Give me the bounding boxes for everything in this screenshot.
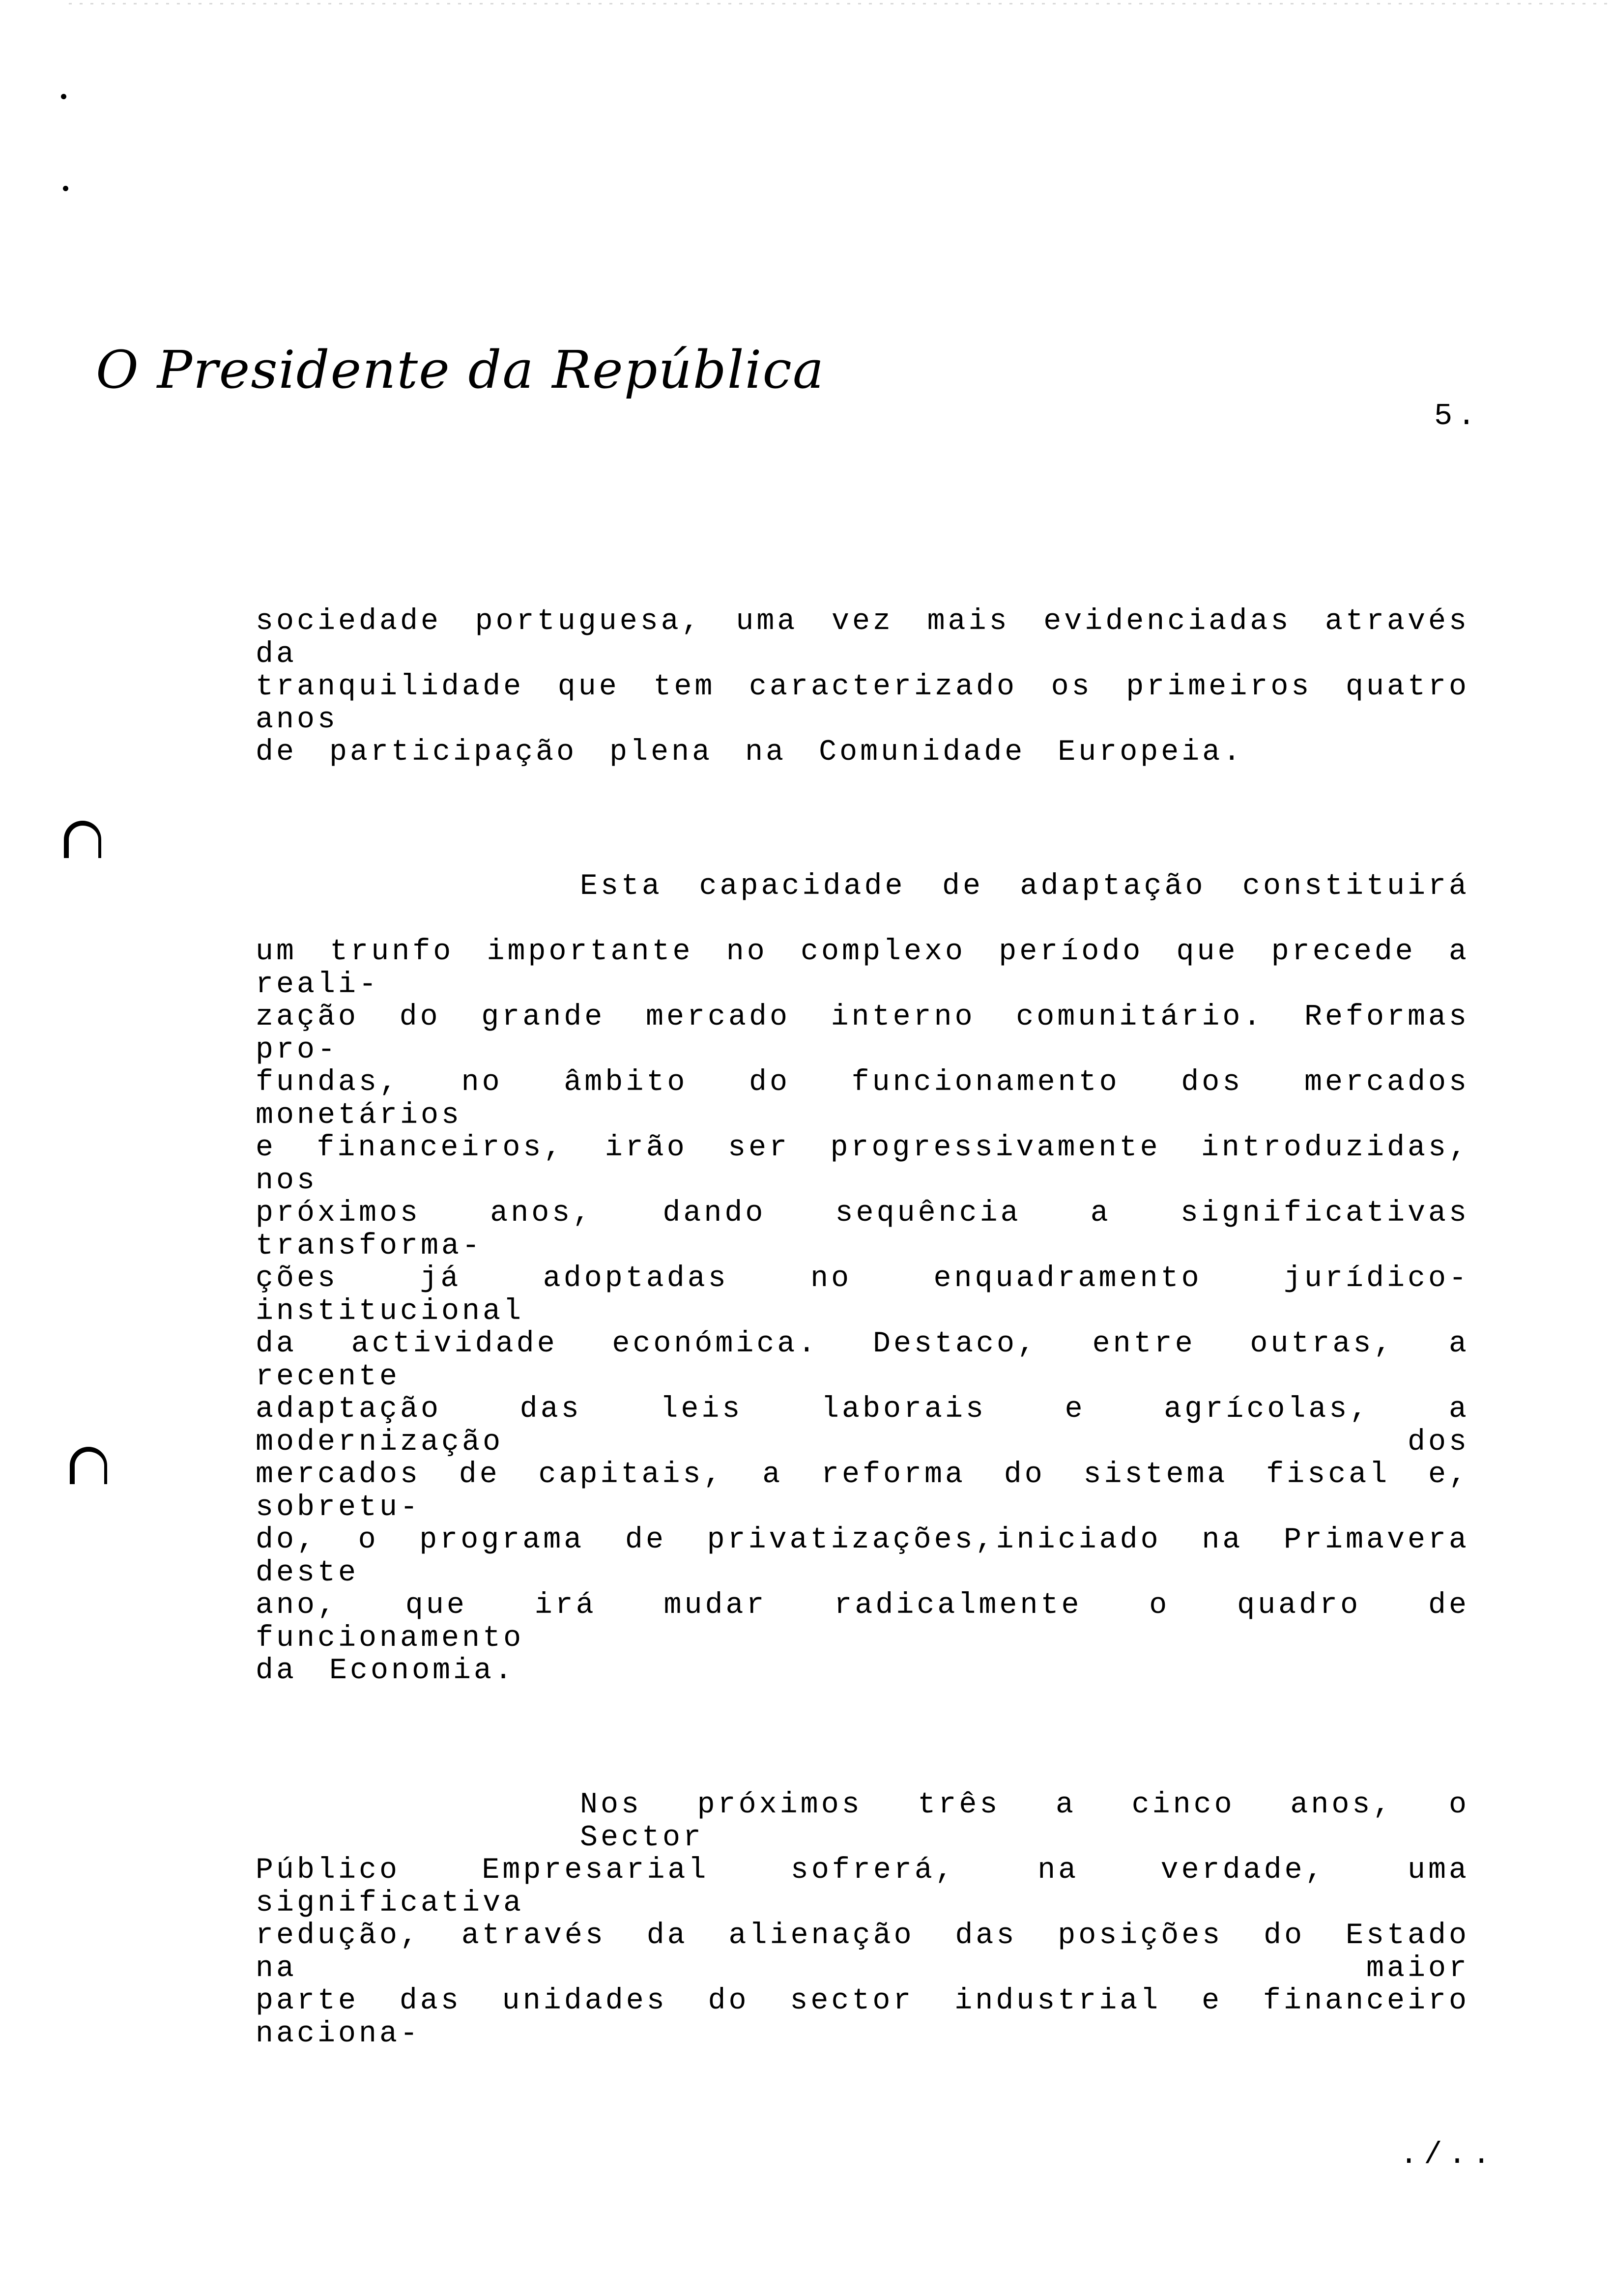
continuation-mark: ./.. xyxy=(1400,2137,1497,2172)
text-line: mercados de capitais, a reforma do sistema fiscal e, sobretu- xyxy=(256,1458,1469,1524)
text-line: sociedade portuguesa, uma vez mais evidenciadas através da xyxy=(256,605,1469,671)
text-line: parte das unidades do sector industrial e financeiro naciona- xyxy=(256,1984,1469,2051)
scan-edge-artifact xyxy=(69,3,1612,4)
text-line: um trunfo importante no complexo período que precede a reali- xyxy=(256,935,1469,1002)
text-line: ções já adoptadas no enquadramento jurídico-institucional xyxy=(256,1262,1469,1328)
text-line: zação do grande mercado interno comunitário. Reformas pro- xyxy=(256,1001,1469,1067)
punch-hole-mark xyxy=(64,821,101,858)
text-line: redução, através da alienação das posições do Estado na maior xyxy=(256,1919,1469,1985)
margin-dot xyxy=(61,94,66,99)
punch-hole-mark xyxy=(70,1447,107,1484)
paragraph-gap xyxy=(256,1720,1469,1789)
text-line: e financeiros, irão ser progressivamente introduzidas, nos xyxy=(256,1131,1469,1198)
text-line: Esta capacidade de adaptação constituirá xyxy=(580,870,1469,903)
text-line: do, o programa de privatizações,iniciado na Primavera deste xyxy=(256,1523,1469,1590)
text-line: tranquilidade que tem caracterizado os primeiros quatro anos xyxy=(256,670,1469,737)
paragraph-gap xyxy=(256,802,1469,870)
page-number: 5. xyxy=(1434,399,1481,433)
text-line: de participação plena na Comunidade Europeia. xyxy=(256,736,1244,769)
text-line: Nos próximos três a cinco anos, o Sector xyxy=(580,1788,1469,1855)
margin-dot xyxy=(63,186,68,191)
text-line: fundas, no âmbito do funcionamento dos mercados monetários xyxy=(256,1066,1469,1132)
paragraph-2 xyxy=(256,870,1469,1720)
text-line: próximos anos, dando sequência a significativas transforma- xyxy=(256,1197,1469,1263)
body-text xyxy=(256,605,1469,2050)
letterhead-title: O Presidente da República xyxy=(96,340,825,400)
paragraph-3 xyxy=(256,1789,1469,2050)
text-line: adaptação das leis laborais e agrícolas, a modernização dos xyxy=(256,1393,1469,1459)
text-line: ano, que irá mudar radicalmente o quadro de funcionamento xyxy=(256,1589,1469,1655)
paragraph-1 xyxy=(256,605,1469,802)
text-line: Público Empresarial sofrerá, na verdade, uma significativa xyxy=(256,1854,1469,1920)
text-line: da Economia. xyxy=(256,1654,516,1688)
text-line: da actividade económica. Destaco, entre outras, a recente xyxy=(256,1327,1469,1394)
